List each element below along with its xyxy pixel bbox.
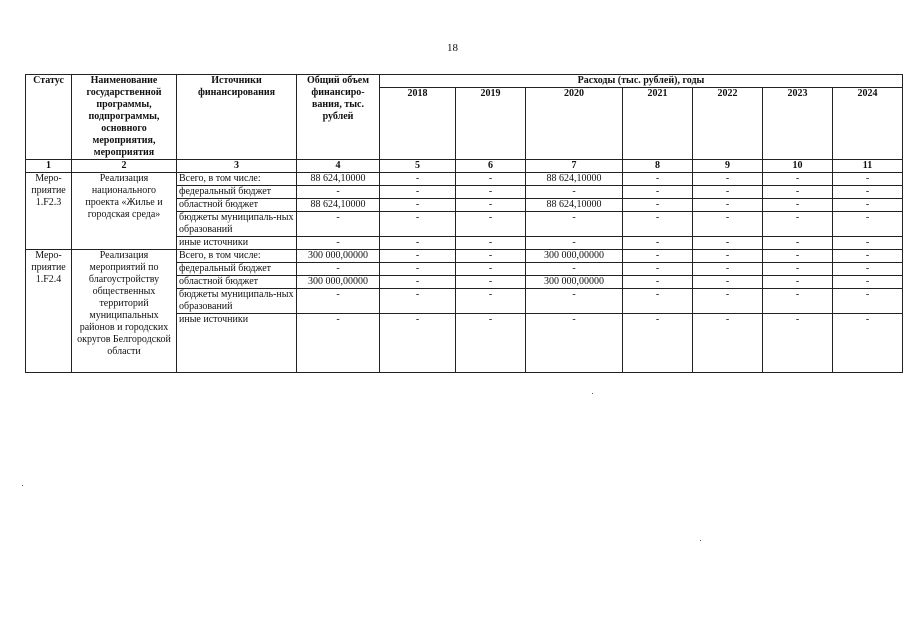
row-year-value: -	[623, 173, 693, 186]
column-number-row	[26, 160, 903, 173]
row-year-value: -	[380, 237, 456, 250]
row-source: федеральный бюджет	[177, 263, 297, 276]
header-year: 2019	[456, 88, 526, 160]
row-total: 88 624,10000	[297, 199, 380, 212]
budget-table	[25, 74, 903, 373]
row-year-value: -	[380, 173, 456, 186]
row-source: бюджеты муниципаль-ных образований	[177, 212, 297, 237]
row-total: -	[297, 289, 380, 314]
row-year-value: -	[456, 186, 526, 199]
column-number: 5	[380, 160, 456, 173]
row-year-value: -	[833, 314, 903, 373]
column-number: 11	[833, 160, 903, 173]
header-name: Наименование государственной программы, подпрограммы, основного мероприятия, мероприятия	[72, 75, 177, 160]
row-year-value: -	[526, 289, 623, 314]
row-year-value: -	[380, 199, 456, 212]
row-year-value: -	[763, 263, 833, 276]
row-year-value: -	[456, 237, 526, 250]
column-number: 1	[26, 160, 72, 173]
row-year-value: -	[456, 289, 526, 314]
row-year-value: -	[763, 212, 833, 237]
row-year-value: -	[693, 186, 763, 199]
header-year: 2024	[833, 88, 903, 160]
column-number: 9	[693, 160, 763, 173]
column-number: 8	[623, 160, 693, 173]
row-year-value: -	[763, 173, 833, 186]
header-year: 2022	[693, 88, 763, 160]
row-year-value: -	[693, 199, 763, 212]
row-year-value: -	[763, 314, 833, 373]
row-year-value: -	[380, 289, 456, 314]
row-year-value: 300 000,00000	[526, 276, 623, 289]
row-year-value: -	[763, 276, 833, 289]
row-source: бюджеты муниципаль-ных образований	[177, 289, 297, 314]
header-year: 2020	[526, 88, 623, 160]
row-total: 88 624,10000	[297, 173, 380, 186]
row-year-value: -	[380, 263, 456, 276]
row-year-value: -	[833, 173, 903, 186]
table-row	[26, 173, 903, 186]
header-row-top	[26, 75, 903, 88]
row-year-value: -	[623, 314, 693, 373]
table-body	[26, 160, 903, 373]
row-year-value: -	[456, 212, 526, 237]
row-year-value: -	[833, 250, 903, 263]
column-number: 3	[177, 160, 297, 173]
scan-speck	[22, 485, 23, 486]
row-status: Меро-приятие 1.F2.4	[26, 250, 72, 373]
header-year: 2021	[623, 88, 693, 160]
row-year-value: -	[833, 289, 903, 314]
row-year-value: -	[693, 276, 763, 289]
table-row	[26, 250, 903, 263]
row-year-value: -	[623, 199, 693, 212]
header-expenses: Расходы (тыс. рублей), годы	[380, 75, 903, 88]
row-year-value: -	[456, 199, 526, 212]
row-year-value: -	[763, 250, 833, 263]
column-number: 7	[526, 160, 623, 173]
row-year-value: 88 624,10000	[526, 199, 623, 212]
row-total: -	[297, 186, 380, 199]
row-year-value: -	[623, 186, 693, 199]
scan-speck	[700, 540, 701, 541]
row-year-value: -	[763, 237, 833, 250]
header-total: Общий объем финансиро-вания, тыс. рублей	[297, 75, 380, 160]
row-year-value: -	[763, 199, 833, 212]
column-number: 10	[763, 160, 833, 173]
row-year-value: -	[833, 199, 903, 212]
row-year-value: -	[623, 250, 693, 263]
row-year-value: -	[623, 263, 693, 276]
row-year-value: 88 624,10000	[526, 173, 623, 186]
row-year-value: -	[763, 186, 833, 199]
row-year-value: -	[623, 276, 693, 289]
row-total: 300 000,00000	[297, 276, 380, 289]
row-source: федеральный бюджет	[177, 186, 297, 199]
header-status: Статус	[26, 75, 72, 160]
column-number: 4	[297, 160, 380, 173]
row-year-value: -	[693, 314, 763, 373]
row-year-value: -	[833, 212, 903, 237]
header-year: 2023	[763, 88, 833, 160]
row-source: областной бюджет	[177, 276, 297, 289]
row-source: областной бюджет	[177, 199, 297, 212]
row-year-value: -	[456, 314, 526, 373]
row-year-value: -	[526, 186, 623, 199]
row-year-value: -	[380, 250, 456, 263]
row-year-value: -	[456, 276, 526, 289]
row-source: иные источники	[177, 237, 297, 250]
row-year-value: -	[763, 289, 833, 314]
row-year-value: -	[833, 186, 903, 199]
row-year-value: -	[693, 263, 763, 276]
row-total: -	[297, 314, 380, 373]
row-year-value: -	[526, 212, 623, 237]
row-year-value: -	[456, 263, 526, 276]
row-total: -	[297, 263, 380, 276]
row-source: иные источники	[177, 314, 297, 373]
row-year-value: -	[380, 212, 456, 237]
row-year-value: -	[456, 173, 526, 186]
page-number: 18	[447, 42, 458, 54]
row-name: Реализация национального проекта «Жилье и городская среда»	[72, 173, 177, 250]
row-total: -	[297, 237, 380, 250]
row-year-value: -	[380, 186, 456, 199]
row-year-value: -	[380, 276, 456, 289]
header-year: 2018	[380, 88, 456, 160]
column-number: 2	[72, 160, 177, 173]
row-year-value: -	[693, 173, 763, 186]
column-number: 6	[456, 160, 526, 173]
row-year-value: -	[693, 250, 763, 263]
row-source: Всего, в том числе:	[177, 250, 297, 263]
row-year-value: -	[623, 289, 693, 314]
scan-speck	[592, 393, 593, 394]
row-status: Меро-приятие 1.F2.3	[26, 173, 72, 250]
row-year-value: -	[693, 237, 763, 250]
row-year-value: 300 000,00000	[526, 250, 623, 263]
row-year-value: -	[833, 276, 903, 289]
row-total: 300 000,00000	[297, 250, 380, 263]
row-year-value: -	[833, 237, 903, 250]
row-year-value: -	[526, 314, 623, 373]
row-year-value: -	[380, 314, 456, 373]
row-source: Всего, в том числе:	[177, 173, 297, 186]
row-name: Реализация мероприятий по благоустройству общественных территорий муниципальных районов и городских округов Белгородской области	[72, 250, 177, 373]
row-year-value: -	[526, 263, 623, 276]
row-year-value: -	[623, 237, 693, 250]
row-year-value: -	[623, 212, 693, 237]
row-total: -	[297, 212, 380, 237]
row-year-value: -	[693, 212, 763, 237]
row-year-value: -	[456, 250, 526, 263]
header-sources: Источники финансирования	[177, 75, 297, 160]
row-year-value: -	[526, 237, 623, 250]
row-year-value: -	[693, 289, 763, 314]
row-year-value: -	[833, 263, 903, 276]
